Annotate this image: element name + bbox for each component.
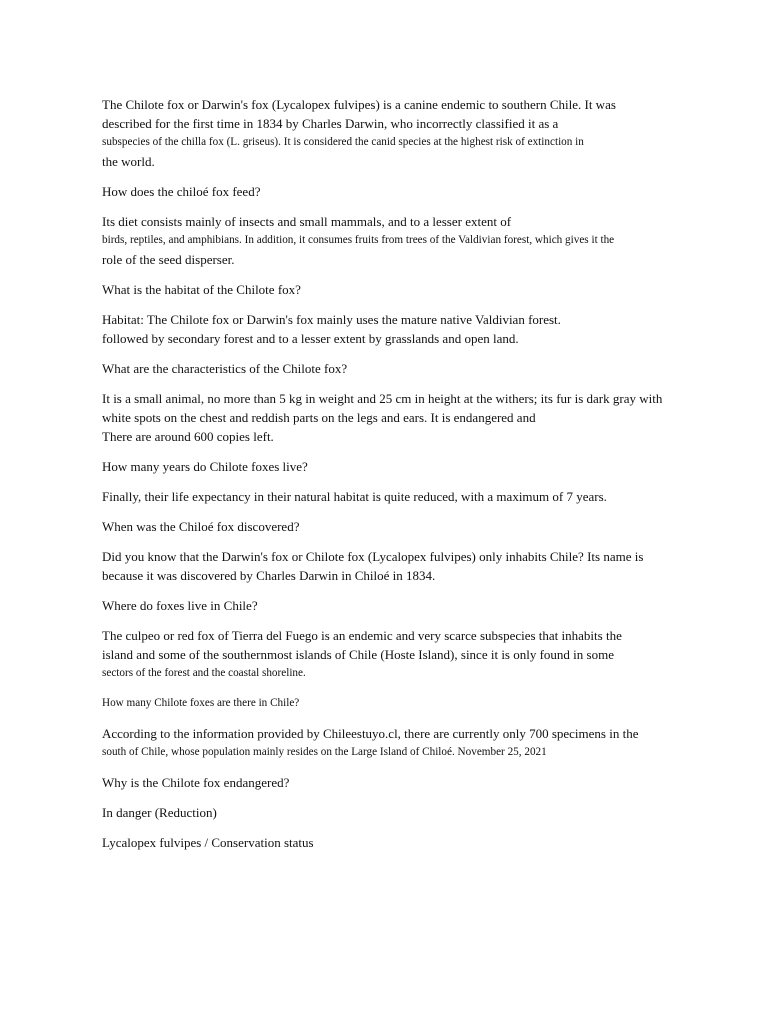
document-body [102, 95, 702, 863]
paragraph [102, 457, 702, 476]
paragraph [102, 359, 702, 378]
paragraph [102, 182, 702, 201]
text-line: What is the habitat of the Chilote fox? [102, 282, 301, 297]
text-line: Its diet consists mainly of insects and small mammals, and to a lesser extent of [102, 214, 512, 229]
paragraph [102, 694, 702, 713]
text-line: described for the first time in 1834 by Charles Darwin, who incorrectly classified it as a [102, 116, 559, 131]
text-line: subspecies of the chilla fox (L. griseus). It is considered the canid species at the highest risk of extinction in [102, 136, 584, 148]
text-line: According to the information provided by Chileestuyo.cl, there are currently only 700 specimens in the [102, 726, 639, 741]
paragraph [102, 724, 702, 762]
paragraph [102, 547, 702, 585]
text-line: When was the Chiloé fox discovered? [102, 519, 300, 534]
text-line: How does the chiloé fox feed? [102, 184, 261, 199]
text-line: There are around 600 copies left. [102, 429, 274, 444]
paragraph [102, 95, 702, 171]
paragraph [102, 773, 702, 792]
paragraph [102, 626, 702, 683]
paragraph [102, 596, 702, 615]
text-line: Where do foxes live in Chile? [102, 598, 258, 613]
paragraph [102, 517, 702, 536]
paragraph [102, 487, 702, 506]
paragraph [102, 212, 702, 269]
text-line: The culpeo or red fox of Tierra del Fuego is an endemic and very scarce subspecies that inhabits the [102, 628, 622, 643]
text-line: Why is the Chilote fox endangered? [102, 775, 290, 790]
text-line: role of the seed disperser. [102, 252, 235, 267]
text-line: because it was discovered by Charles Darwin in Chiloé in 1834. [102, 568, 436, 583]
text-line: island and some of the southernmost islands of Chile (Hoste Island), since it is only found in some [102, 647, 614, 662]
text-line: south of Chile, whose population mainly resides on the Large Island of Chiloé. November 25, 2021 [102, 746, 547, 758]
text-line: the world. [102, 154, 155, 169]
paragraph [102, 280, 702, 299]
text-line: It is a small animal, no more than 5 kg in weight and 25 cm in height at the withers; its fur is dark gray with [102, 391, 663, 406]
text-line: How many years do Chilote foxes live? [102, 459, 308, 474]
text-line: What are the characteristics of the Chilote fox? [102, 361, 348, 376]
text-line: white spots on the chest and reddish parts on the legs and ears. It is endangered and [102, 410, 536, 425]
text-line: How many Chilote foxes are there in Chile? [102, 697, 300, 709]
text-line: Finally, their life expectancy in their natural habitat is quite reduced, with a maximum of 7 years. [102, 489, 607, 504]
text-line: Habitat: The Chilote fox or Darwin's fox mainly uses the mature native Valdivian forest. [102, 312, 561, 327]
paragraph [102, 310, 702, 348]
text-line: In danger (Reduction) [102, 805, 217, 820]
text-line: Did you know that the Darwin's fox or Chilote fox (Lycalopex fulvipes) only inhabits Chile? Its name is [102, 549, 644, 564]
text-line: Lycalopex fulvipes / Conservation status [102, 835, 314, 850]
text-line: birds, reptiles, and amphibians. In addition, it consumes fruits from trees of the Valdivian forest, which gives it the [102, 234, 615, 246]
text-line: sectors of the forest and the coastal shoreline. [102, 667, 306, 679]
paragraph [102, 389, 702, 446]
text-line: The Chilote fox or Darwin's fox (Lycalopex fulvipes) is a canine endemic to southern Chile. It was [102, 97, 616, 112]
text-line: followed by secondary forest and to a lesser extent by grasslands and open land. [102, 331, 519, 346]
paragraph [102, 803, 702, 822]
paragraph [102, 833, 702, 852]
